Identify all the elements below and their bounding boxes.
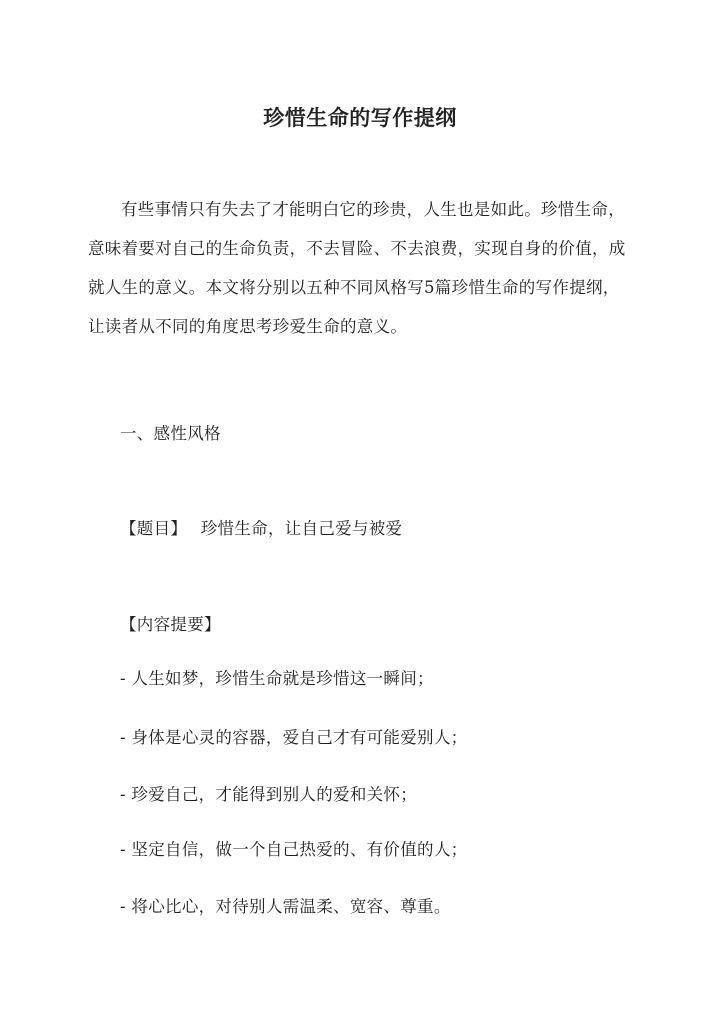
- summary-label: 【内容提要】: [120, 615, 221, 634]
- summary-list-item: - 珍爱自己，才能得到别人的爱和关怀；: [120, 785, 418, 804]
- topic-label: 【题目】: [120, 519, 188, 538]
- page-title: 珍惜生命的写作提纲: [263, 105, 457, 131]
- summary-list-item: - 将心比心，对待别人需温柔、宽容、尊重。: [120, 897, 451, 916]
- summary-list-item: - 身体是心灵的容器，爱自己才有可能爱别人；: [120, 728, 468, 747]
- summary-list-item: - 坚定自信，做一个自己热爱的、有价值的人；: [120, 840, 468, 859]
- topic-text: 珍惜生命，让自己爱与被爱: [200, 519, 403, 538]
- summary-list-item: - 人生如梦，珍惜生命就是珍惜这一瞬间；: [120, 669, 434, 688]
- section-heading: 一、感性风格: [120, 424, 221, 443]
- intro-paragraph: 有些事情只有失去了才能明白它的珍贵，人生也是如此。珍惜生命，意味着要对自己的生命负责，不去冒险、不去浪费，实现自身的价值，成就人生的意义。本文将分别以五种不同风格写5篇珍惜生命的写作提纲，让读者从不同的角度思考珍爱生命的意义。: [88, 200, 626, 336]
- topic-line: [120, 517, 402, 541]
